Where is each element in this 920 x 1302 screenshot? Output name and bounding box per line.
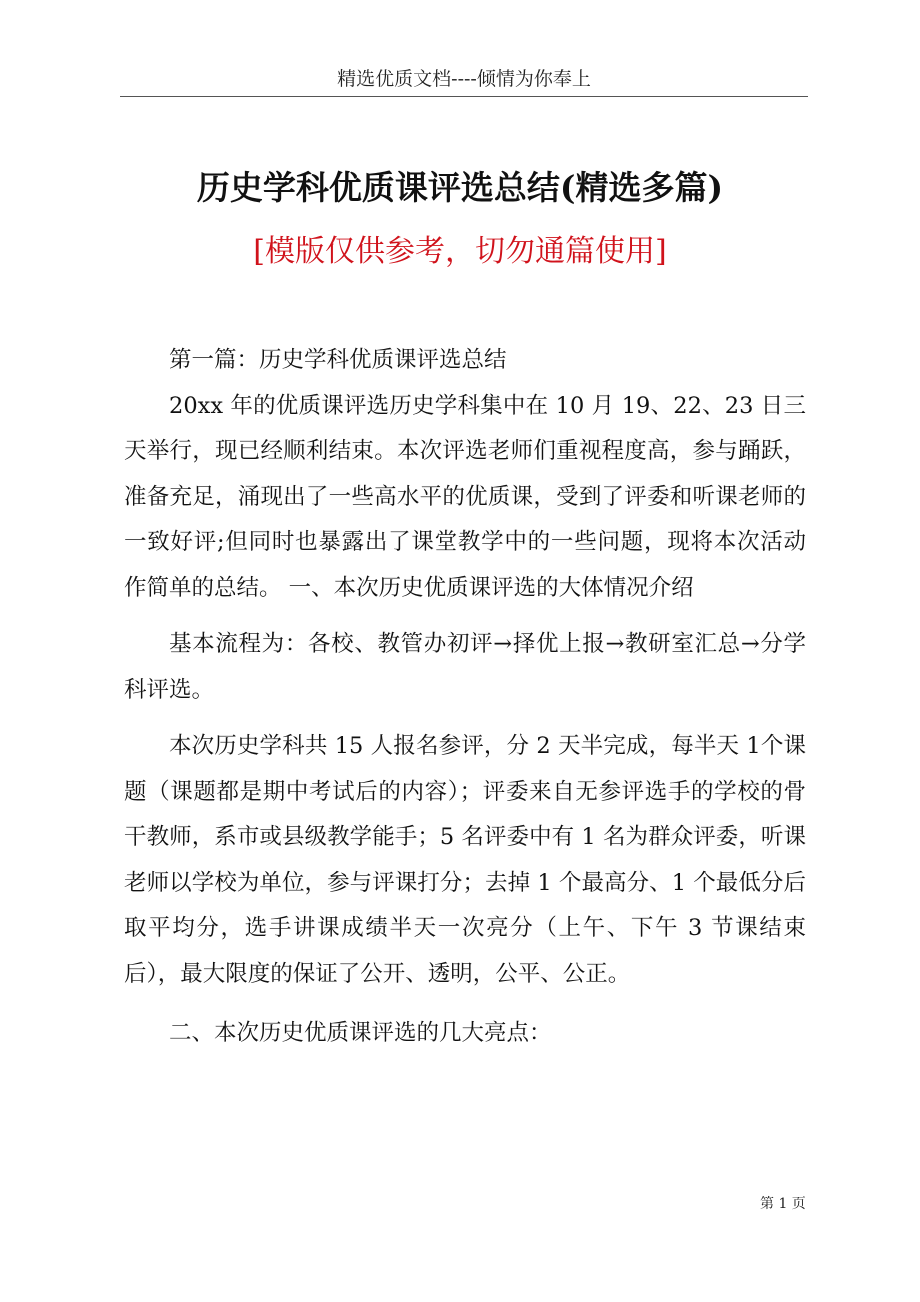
document-subtitle: [模版仅供参考，切勿通篇使用] bbox=[253, 234, 667, 269]
section-heading: 第一篇：历史学科优质课评选总结 bbox=[169, 347, 507, 373]
page-number: 第 1 页 bbox=[760, 1196, 806, 1212]
paragraph: 本次历史学科共 15 人报名参评，分 2 天半完成，每半天 1个课题（课题都是期中考试后的内容）；评委来自无参评选手的学校的骨干教师，系市或县级教学能手；5 名评委中有 1 名为群众评委，听课老师以学校为单位，参与评课打分；去掉 1 个最高分、1 个最低分后取平均分，选手讲课成绩半天一次亮分（上午、下午 3 节课结束后），最大限度的保证了公开、透明，公平、公正。 bbox=[124, 733, 806, 987]
document-body bbox=[124, 338, 806, 1057]
section-heading: 二、本次历史优质课评选的几大亮点： bbox=[169, 1020, 552, 1046]
header-divider bbox=[120, 96, 808, 97]
document-title: 历史学科优质课评选总结(精选多篇) bbox=[196, 168, 724, 207]
page-header: 精选优质文档----倾情为你奉上 bbox=[337, 68, 591, 90]
paragraph: 基本流程为：各校、教管办初评→择优上报→教研室汇总→分学科评选。 bbox=[124, 631, 806, 703]
paragraph: 20xx 年的优质课评选历史学科集中在 10 月 19、22、23 日三天举行，现已经顺利结束。本次评选老师们重视程度高，参与踊跃，准备充足，涌现出了一些高水平的优质课，受到了评委和听课老师的一致好评;但同时也暴露出了课堂教学中的一些问题，现将本次活动作简单的总结。 一、本次历史优质课评选的大体情况介绍 bbox=[124, 392, 806, 601]
